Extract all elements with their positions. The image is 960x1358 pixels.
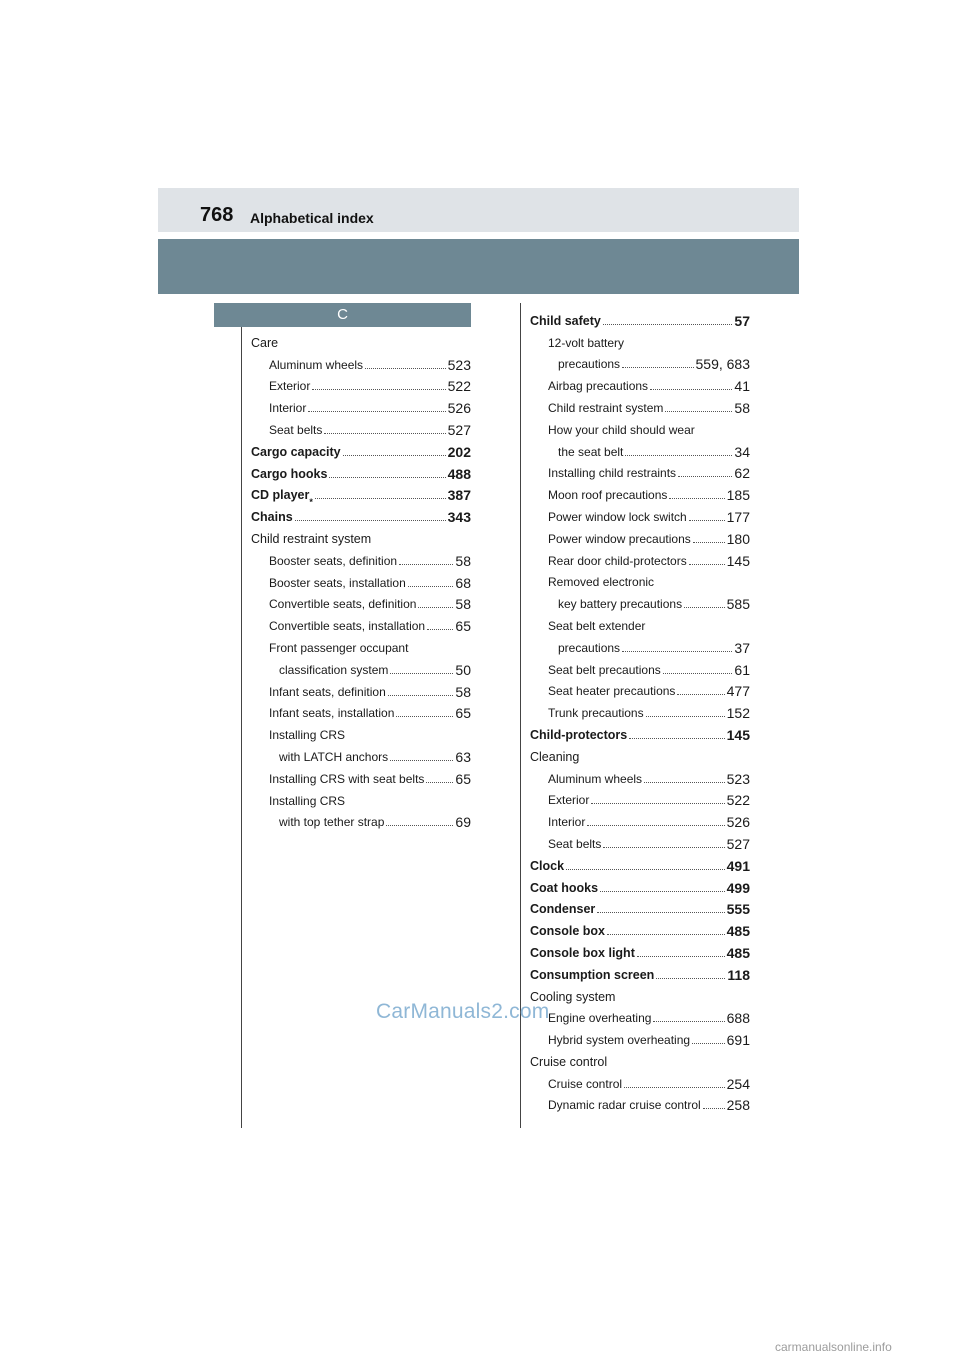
index-entry-page: 258 [726,1097,750,1114]
index-entry-page: 522 [447,378,471,395]
dot-leader [669,498,724,499]
dot-leader [426,782,453,783]
index-entry-term: with LATCH anchors [279,749,389,764]
index-entry [530,1025,750,1047]
index-entry [251,786,471,808]
letter-heading: C [214,303,471,327]
index-entry [251,808,471,830]
index-entry [530,568,750,590]
index-entry-page: 50 [455,661,471,678]
index-entry [530,764,750,786]
index-entry-page: 57 [734,312,750,329]
index-entry [251,546,471,568]
index-entry-term: Front passenger occupant [269,640,409,655]
dot-leader [308,411,445,412]
index-entry-page: 118 [727,966,750,983]
index-entry-page: 41 [734,378,750,395]
index-entry-page: 691 [726,1032,750,1049]
index-entry-term: Infant seats, installation [269,706,395,721]
dot-leader [329,477,445,478]
index-entry-page: 58 [455,596,471,613]
dot-leader [677,694,724,695]
index-column-right [530,306,750,1112]
index-entry [530,1004,750,1026]
index-entry [530,1047,750,1069]
index-entry [251,568,471,590]
watermark-carmanualsonline: carmanualsonline.info [775,1340,892,1354]
index-entry-page: 485 [726,923,750,940]
index-entry-page: 61 [734,661,750,678]
index-entry-term: Clock [530,858,565,873]
index-entry [530,982,750,1004]
dot-leader [597,912,724,913]
index-entry [530,328,750,350]
index-entry-page: 145 [726,726,750,743]
index-entry [251,764,471,786]
index-entry-page: 585 [726,596,750,613]
dot-leader [644,782,725,783]
dot-leader [315,498,446,499]
dot-leader [388,695,454,696]
dot-leader [665,411,732,412]
dot-leader [607,934,725,935]
index-entry-page: 37 [734,639,750,656]
index-entry-term: Seat belt extender [548,618,646,633]
index-entry-page: 177 [726,508,750,525]
index-entry-term: the seat belt [558,444,624,459]
index-entry-page: 555 [726,901,750,918]
index-entry-term: Moon roof precautions [548,488,668,503]
index-entry-page: 526 [726,814,750,831]
index-entry-term: Cruise control [548,1076,623,1091]
dot-leader [390,673,453,674]
index-entry-page: 152 [726,705,750,722]
index-entry [251,437,471,459]
index-entry-term: Exterior [548,793,590,808]
index-entry-term: Convertible seats, installation [269,619,426,634]
index-entry [251,393,471,415]
index-entry [530,524,750,546]
index-entry-term: Trunk precautions [548,706,644,721]
index-entry-page: 488 [447,465,471,482]
index-entry [530,938,750,960]
index-entry-page: 65 [455,770,471,787]
index-entry-term: Cleaning [530,749,580,764]
dot-leader [312,389,445,390]
index-entry [530,960,750,982]
index-entry [530,415,750,437]
index-entry-term: precautions [558,357,621,372]
index-entry-term: key battery precautions [558,597,683,612]
index-entry-term: Installing CRS [269,728,346,743]
dot-leader [324,433,445,434]
index-entry-page: 58 [734,399,750,416]
index-entry [251,720,471,742]
dot-leader [689,520,725,521]
dot-leader [622,367,693,368]
dot-leader [399,564,453,565]
index-entry [251,524,471,546]
index-entry: CD player * 387 [251,487,471,508]
index-entry [530,350,750,372]
dot-leader [693,542,725,543]
index-entry-term: Installing CRS [269,793,346,808]
index-entry-page: 254 [726,1075,750,1092]
index-entry-page: 527 [447,421,471,438]
index-entry-page: 523 [726,770,750,787]
index-entry-term: Cooling system [530,989,616,1004]
index-entry-term: Removed electronic [548,575,655,590]
index-entry [530,1091,750,1113]
dot-leader [692,1043,725,1044]
dot-leader [678,476,732,477]
index-entry [251,459,471,481]
index-entry-term: Hybrid system overheating [548,1033,691,1048]
index-entry-page: 65 [455,618,471,635]
index-entry-term: precautions [558,640,621,655]
index-entry-term: Rear door child-protectors [548,553,687,568]
dot-leader [646,716,725,717]
dot-leader [603,324,733,325]
index-entry-term: classification system [279,662,389,677]
index-entry-term: Coat hooks [530,880,599,895]
dot-leader [418,607,453,608]
index-entry-term: Booster seats, installation [269,575,406,590]
index-entry-term: Cruise control [530,1054,608,1069]
dot-leader [566,869,725,870]
index-entry [251,633,471,655]
index-entry [530,480,750,502]
index-entry-term: Care [251,335,279,350]
index-entry [530,437,750,459]
index-entry-term: Infant seats, definition [269,684,386,699]
index-entry [530,459,750,481]
index-entry-page: 387 [447,487,471,504]
dot-leader [629,738,724,739]
dot-leader [663,673,733,674]
index-entry-page: 34 [734,443,750,460]
index-entry [530,589,750,611]
dot-leader [408,586,454,587]
dot-leader [603,847,724,848]
index-entry-page: 499 [726,879,750,896]
index-entry [251,699,471,721]
index-entry [530,393,750,415]
index-entry-term: Convertible seats, definition [269,597,417,612]
index-entry [530,895,750,917]
index-entry [530,306,750,328]
index-entry-term: Aluminum wheels [269,357,364,372]
index-entry-page: 202 [447,443,471,460]
dot-leader [625,455,732,456]
index-entry-page: 688 [726,1010,750,1027]
index-entry-term: Seat heater precautions [548,684,676,699]
index-entry-term: Console box light [530,945,635,960]
index-entry-term: Engine overheating [548,1011,652,1026]
index-entry [530,786,750,808]
index-entry-page: 477 [726,683,750,700]
index-entry-page: 527 [726,835,750,852]
index-entry-term: Child safety [530,313,601,328]
index-entry [251,372,471,394]
dot-leader [390,760,453,761]
dot-leader [703,1108,725,1109]
index-entry-term: Installing child restraints [548,466,677,481]
index-entry-term: Aluminum wheels [548,771,643,786]
index-entry [251,655,471,677]
watermark-carmanuals2: CarManuals2.com [376,1000,550,1023]
index-entry-term: Seat belt precautions [548,662,661,677]
dot-leader [591,803,724,804]
index-entry-term: Consumption screen [530,967,655,982]
index-entry [530,371,750,393]
index-entry [530,698,750,720]
index-entry-term: Child restraint system [251,531,372,546]
index-entry [530,851,750,873]
index-entry [530,502,750,524]
index-entry-term: Installing CRS with seat belts [269,771,425,786]
dot-leader [427,629,453,630]
dot-leader [365,368,446,369]
section-title: Alphabetical index [250,210,374,226]
page-number: 768 [200,204,234,226]
dot-leader [656,978,725,979]
dot-leader [295,520,446,521]
index-entry-page: 491 [726,857,750,874]
index-entry [251,611,471,633]
index-entry-term: Booster seats, definition [269,553,398,568]
index-entry-page: 58 [455,552,471,569]
index-entry [530,1069,750,1091]
index-entry-term: Seat belts [548,836,602,851]
index-entry [530,677,750,699]
dot-leader [637,956,725,957]
index-entry-term: Airbag precautions [548,379,649,394]
index-entry-term: 12-volt battery [548,335,625,350]
index-entry-page: 62 [734,465,750,482]
index-entry-term: Console box [530,924,606,939]
dot-leader [622,651,732,652]
index-entry [530,873,750,895]
index-entry [251,590,471,612]
dot-leader [624,1087,725,1088]
index-entry [530,742,750,764]
index-entry-page: 58 [455,683,471,700]
index-entry [530,655,750,677]
index-entry [530,546,750,568]
index-entry [530,611,750,633]
index-entry-page: 343 [447,509,471,526]
dot-leader [600,891,725,892]
index-entry-page: 63 [455,748,471,765]
index-entry-page: 559, 683 [695,356,750,373]
dot-leader [689,564,725,565]
index-entry-term: Interior [548,815,586,830]
index-entry [251,350,471,372]
dot-leader [684,607,725,608]
index-entry [530,720,750,742]
index-entry-term: Cargo hooks [251,466,328,481]
dot-leader [396,716,453,717]
index-entry-term: Power window precautions [548,531,691,546]
index-entry-term: CD player [251,488,310,503]
index-entry-term: Dynamic radar cruise control [548,1098,701,1113]
index-entry-page: 68 [455,574,471,591]
dot-leader [343,455,446,456]
index-entry-term: Power window lock switch [548,509,687,524]
index-entry-page: 523 [447,356,471,373]
dot-leader [650,389,732,390]
index-entry-page: 185 [726,487,750,504]
index-entry [251,677,471,699]
index-entry [251,502,471,524]
index-entry-term: Child-protectors [530,727,628,742]
index-entry-term: How your child should wear [548,422,695,437]
index-entry-page: 180 [726,530,750,547]
index-entry [251,415,471,437]
dot-leader [386,825,453,826]
dot-leader [587,825,724,826]
index-entry-page: 69 [455,814,471,831]
index-column-left [251,328,471,829]
index-entry [251,328,471,350]
index-entry-page: 526 [447,400,471,417]
left-column-rule [241,303,242,1128]
index-entry-term: Chains [251,510,293,525]
index-entry-page: 485 [726,944,750,961]
index-entry [530,916,750,938]
index-entry-term: with top tether strap [279,815,385,830]
index-entry-term: Cargo capacity [251,444,341,459]
index-entry [530,633,750,655]
dot-leader [653,1021,724,1022]
index-entry [530,807,750,829]
index-entry-page: 522 [726,792,750,809]
index-entry-term: Condenser [530,902,596,917]
index-entry-term: Seat belts [269,422,323,437]
index-entry-term: Interior [269,401,307,416]
index-entry [251,742,471,764]
index-entry-page: 65 [455,705,471,722]
index-entry-term: Exterior [269,379,311,394]
index-entry [530,829,750,851]
index-entry-page: 145 [726,552,750,569]
index-entry-term: Child restraint system [548,400,664,415]
header-blue-band [158,239,799,294]
